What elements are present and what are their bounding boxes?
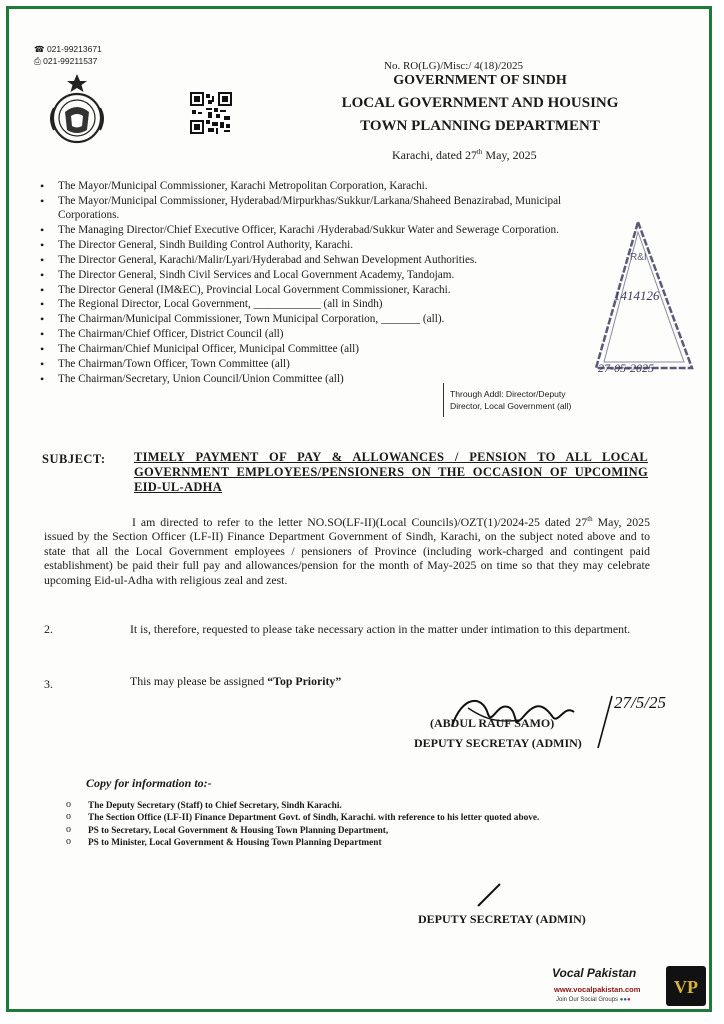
stamp-label: R&I: [630, 252, 647, 263]
footer-designation: DEPUTY SECRETAY (ADMIN): [418, 912, 586, 926]
initial-mark: [474, 880, 504, 910]
through-note: [450, 388, 571, 412]
addressee-item: • The Director General, Karachi/Malir/Lyari/Hyderabad and Sehwan Development Authorities.: [36, 254, 596, 268]
copy-item: o PS to Minister, Local Government & Housing Town Planning Department: [66, 837, 666, 849]
through-divider: [443, 383, 444, 417]
watermark-title: Vocal Pakistan: [552, 966, 637, 980]
phone-icon: ☎: [34, 44, 47, 54]
paragraph-2: It is, therefore, requested to please take necessary action in the matter under intimation to this department.: [130, 622, 631, 636]
subject-label: SUBJECT:: [42, 452, 106, 466]
addressee-item: • The Mayor/Municipal Commissioner, Hyderabad/Mirpurkhas/Sukkur/Larkana/Shaheed Benazirabad, Municipal Corporations.: [36, 195, 596, 222]
receipt-stamp: [588, 218, 698, 378]
copy-heading: Copy for information to:-: [86, 776, 212, 790]
addressee-item: • The Chairman/Chief Municipal Officer, Municipal Committee (all): [36, 343, 596, 357]
signature-date: 27/5/25: [614, 693, 666, 712]
phone-line: [34, 44, 102, 55]
fax-number: 021-99211537: [43, 56, 98, 66]
signatory-name: (ABDUL RAUF SAMO): [430, 716, 555, 730]
paragraph-1: I am directed to refer to the letter NO.SO(LF-II)(Local Councils)/OZT(1)/2024-25 dated 27th May, 2025 issued by the Section Officer (LF-II) Finance Department Government of Sindh, Karachi, on the subject noted above and to state that all the Local Government employees / pensioners of Province (including work-charged and contingent paid establishment) be paid their full pay and allowances/pension for the month of May-2025 on time so that they may celebrate upcoming Eid-ul-Adha with religious zeal and zest.: [44, 514, 650, 587]
subject-text: TIMELY PAYMENT OF PAY & ALLOWANCES / PENSION TO ALL LOCAL GOVERNMENT EMPLOYEES/PENSIONERS ON THE OCCASION OF UPCOMING EID-UL-ADHA: [134, 450, 648, 494]
addressee-item: • The Regional Director, Local Government, ____________ (all in Sindh): [36, 298, 596, 312]
addressee-item: • The Chairman/Municipal Commissioner, Town Municipal Corporation, _______ (all).: [36, 313, 596, 327]
addressee-item: • The Chairman/Secretary, Union Council/Union Committee (all): [36, 373, 596, 387]
copy-item: o The Section Office (LF-II) Finance Department Govt. of Sindh, Karachi. with reference to his letter quoted above.: [66, 812, 666, 824]
paragraph-3: This may please be assigned “Top Priority”: [130, 674, 342, 688]
letter-date: Karachi, dated 27th May, 2025: [392, 148, 537, 162]
sub-department-heading: TOWN PLANNING DEPARTMENT: [360, 118, 600, 134]
paragraph-2-number: 2.: [44, 622, 53, 636]
logo-letters: VP: [674, 977, 698, 997]
watermark-url: www.vocalpakistan.com: [554, 985, 641, 994]
watermark-join-text: Join Our Social Groups ●●●: [556, 997, 631, 1003]
addressee-list: [36, 180, 596, 388]
addressee-item: • The Chairman/Town Officer, Town Committee (all): [36, 358, 596, 372]
qr-code: [190, 92, 232, 134]
vocal-pakistan-logo: [666, 966, 706, 1006]
department-heading: LOCAL GOVERNMENT AND HOUSING: [341, 95, 619, 111]
sindh-government-logo: [40, 72, 114, 146]
addressee-item: • The Director General, Sindh Civil Services and Local Government Academy, Tandojam.: [36, 269, 596, 283]
letter-number: No. RO(LG)/Misc:/ 4(18)/2025: [384, 60, 524, 72]
through-line-1: Through Addl: Director/Deputy: [450, 389, 566, 399]
signatory-designation: DEPUTY SECRETAY (ADMIN): [414, 736, 582, 750]
addressee-item: • The Managing Director/Chief Executive Officer, Karachi /Hyderabad/Sukkur Water and Sewerage Corporation.: [36, 224, 596, 238]
through-line-2: Director, Local Government (all): [450, 401, 572, 411]
paragraph-3-number: 3.: [44, 677, 53, 691]
addressee-item: • The Mayor/Municipal Commissioner, Karachi Metropolitan Corporation, Karachi.: [36, 180, 596, 194]
social-icons: ●: [619, 997, 624, 1003]
phone-number: 021-99213671: [46, 44, 102, 54]
fax-line: [34, 56, 97, 67]
addressee-item: • The Director General (IM&EC), Provincial Local Government Commissioner, Karachi.: [36, 284, 596, 298]
addressee-item: • The Director General, Sindh Building Control Authority, Karachi.: [36, 239, 596, 253]
fax-icon: ⎙: [34, 56, 44, 66]
copy-item: o PS to Secretary, Local Government & Housing Town Planning Department,: [66, 825, 666, 837]
copy-item: o The Deputy Secretary (Staff) to Chief Secretary, Sindh Karachi.: [66, 800, 666, 812]
page-border: [6, 6, 712, 1012]
addressee-item: • The Chairman/Chief Officer, District Council (all): [36, 328, 596, 342]
stamp-date: 27-05-2025: [598, 361, 654, 375]
copy-list: [66, 800, 666, 850]
stamp-diary-no: 1414126: [614, 288, 660, 303]
government-heading: GOVERNMENT OF SINDH: [393, 73, 567, 88]
